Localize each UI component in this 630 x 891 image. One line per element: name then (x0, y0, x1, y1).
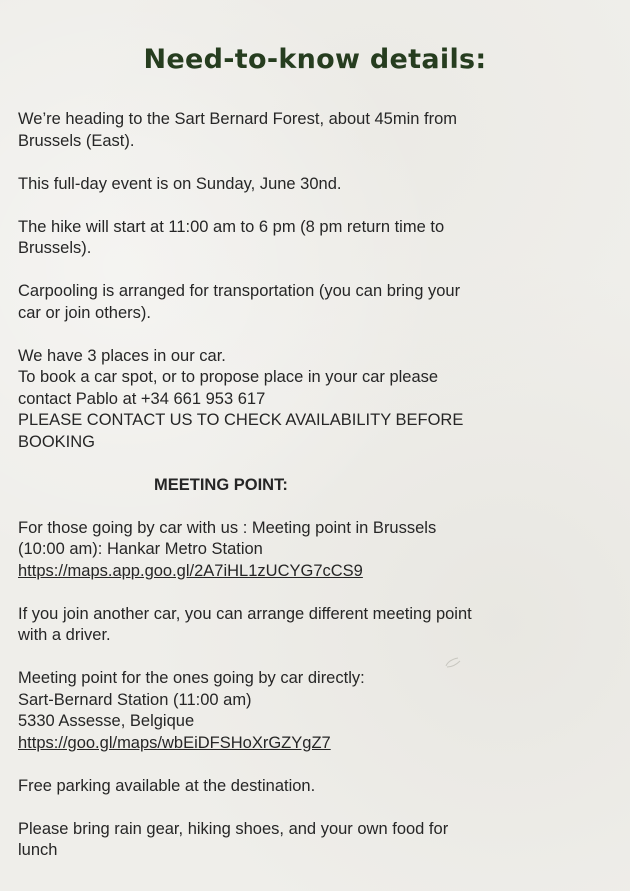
direct-meeting-paragraph (18, 668, 578, 754)
location-paragraph (18, 109, 578, 152)
sart-bernard-map-link[interactable]: https://goo.gl/maps/wbEiDFSHoXrGZYgZ7 (18, 733, 331, 752)
text-line: (10:00 am): Hankar Metro Station (18, 540, 263, 558)
text-line: Meeting point for the ones going by car directly: (18, 669, 365, 687)
meeting-point-heading-block (18, 475, 578, 497)
text-line: Sart-Bernard Station (11:00 am) (18, 690, 252, 709)
text-line: We’re heading to the Sart Bernard Forest, about 45min from (18, 110, 458, 128)
date-paragraph (18, 174, 578, 196)
time-paragraph (18, 217, 578, 260)
booking-paragraph (18, 346, 578, 454)
carpool-paragraph (18, 281, 578, 324)
text-line: If you join another car, you can arrange different meeting point (18, 604, 472, 623)
text-line: 5330 Assesse, Belgique (18, 712, 195, 730)
text-line: lunch (18, 841, 58, 859)
text-line: For those going by car with us : Meeting point in Brussels (18, 518, 437, 537)
text-line: This full-day event is on Sunday, June 30nd. (18, 174, 342, 193)
gear-paragraph (18, 819, 578, 862)
text-line: Free parking available at the destination. (18, 776, 316, 795)
text-line: To book a car spot, or to propose place in your car please (18, 368, 439, 386)
text-line: with a driver. (18, 626, 111, 644)
text-line: PLEASE CONTACT US TO CHECK AVAILABILITY BEFORE (18, 411, 464, 429)
meeting-point-heading: MEETING POINT: (154, 475, 288, 494)
parking-paragraph (18, 776, 578, 798)
text-line: Carpooling is arranged for transportation (you can bring your (18, 282, 461, 300)
text-line: The hike will start at 11:00 am to 6 pm (8 pm return time to (18, 217, 445, 236)
text-line: car or join others). (18, 303, 151, 322)
text-line: Brussels). (18, 239, 92, 257)
text-line: contact Pablo at +34 661 953 617 (18, 389, 266, 408)
pencil-scribble-icon (444, 655, 462, 669)
text-line: We have 3 places in our car. (18, 346, 226, 365)
page-title: Need-to-know details: (143, 44, 487, 75)
brussels-map-link[interactable]: https://maps.app.goo.gl/2A7iHL1zUCYG7cCS9 (18, 561, 363, 580)
details-body (18, 109, 578, 883)
other-car-paragraph (18, 604, 578, 647)
text-line: BOOKING (18, 432, 96, 451)
brussels-meeting-paragraph (18, 518, 578, 583)
text-line: Please bring rain gear, hiking shoes, and your own food for (18, 819, 449, 838)
text-line: Brussels (East). (18, 131, 135, 150)
